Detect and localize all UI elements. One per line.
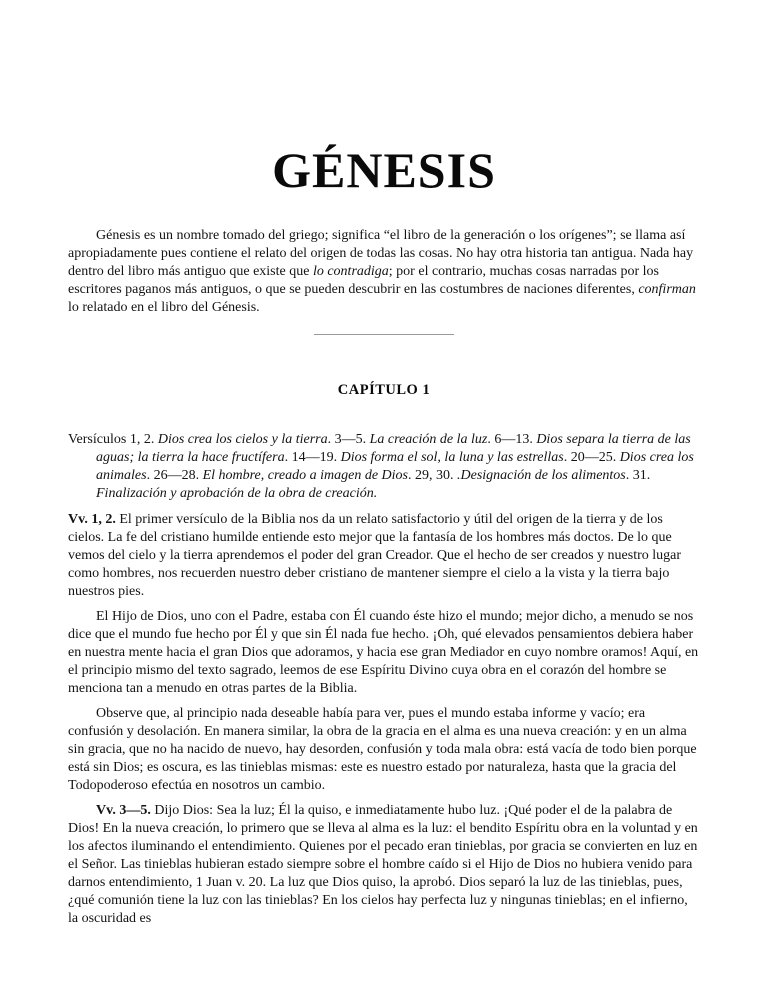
text-run: Dios forma el sol, la luna y las estrellas — [340, 450, 564, 465]
text-run: . 6—13. — [487, 432, 537, 447]
commentary-body — [68, 511, 700, 928]
text-run: La creación de la luz — [369, 432, 488, 447]
text-run: . 26—28. — [146, 468, 203, 483]
text-run: . 20—25. — [563, 450, 620, 465]
text-run: ; por el contrario, muchas cosas narradas por los escritores paganos más antiguos, o que se pueden descubrir en las costumbres de naciones diferentes, — [68, 264, 659, 297]
commentary-paragraph — [68, 608, 700, 698]
text-run: . 3—5. — [327, 432, 370, 447]
text-run: lo relatado en el libro del Génesis. — [68, 300, 260, 315]
text-run: lo contradiga — [312, 264, 389, 279]
text-run: Versículos 1, 2. — [68, 432, 158, 447]
text-run: Observe que, al principio nada deseable había para ver, pues el mundo estaba informe y vacío; era confusión y desolación. En manera similar, la obra de la gracia en el alma es una nueva creación: y en un alma sin gracia, que no ha nacido de nuevo, hay desorden, confusión y toda mala obra: está vacía de todo bien porque está sin Dios; es oscura, es las tinieblas mismas: este es nuestro estado por naturaleza, hasta que la gracia del Todopoderoso efectúa en nosotros un cambio. — [68, 706, 697, 793]
text-run: . 14—19. — [284, 450, 341, 465]
text-run: Génesis es un nombre tomado del griego; significa “el libro de la generación o los orígenes”; se llama así apropiadamente pues contiene el relato del origen de todas las cosas. No hay otra historia tan antigua. Nada hay dentro del libro más antiguo que existe que — [68, 228, 694, 279]
text-run: confirman — [638, 282, 696, 297]
chapter-summary — [68, 431, 700, 503]
text-run: Dios separa la tierra de las aguas; la tierra la hace fructífera — [96, 432, 691, 465]
text-run: Dios crea los cielos y la tierra — [157, 432, 328, 447]
commentary-paragraph — [68, 802, 700, 928]
text-run: El hombre, creado a imagen de Dios — [202, 468, 408, 483]
text-run: El primer versículo de la Biblia nos da un relato satisfactorio y útil del origen de la tierra y de los cielos. La fe del cristiano humilde entiende esto mejor que la fantasía de los hombres más doctos. De lo que vemos del cielo y la tierra aprendemos el poder del gran Creador. Que el hecho de ser creados y nuestro lugar como hombres, nos recuerden nuestro deber cristiano de mantener siempre el cielo a la vista y la tierra bajo nuestros pies. — [68, 512, 682, 599]
text-run: Vv. 3—5. — [96, 803, 151, 818]
commentary-paragraph — [68, 511, 700, 601]
intro-paragraph — [68, 227, 700, 317]
text-run: Vv. 1, 2. — [68, 512, 116, 527]
text-run: Dijo Dios: Sea la luz; Él la quiso, e inmediatamente hubo luz. ¡Qué poder el de la palabra de Dios! En la nueva creación, lo primero que se lleva al alma es la luz: el bendito Espíritu obra en la voluntad y en los afectos iluminando el entendimiento. Quienes por el pecado eran tinieblas, por gracia se convierten en luz en el Señor. Las tinieblas hubieran estado siempre sobre el hombre caído si el Hijo de Dios no hubiera venido para darnos entendimiento, 1 Juan v. 20. La luz que Dios quiso, la aprobó. Dios separó la luz de las tinieblas, pues, ¿qué comunión tiene la luz con las tinieblas? En los cielos hay perfecta luz y ningunas tinieblas; en el infierno, la oscuridad es — [68, 803, 698, 926]
text-run: . 29, 30. — [408, 468, 457, 483]
commentary-paragraph — [68, 705, 700, 795]
text-run: Finalización y aprobación de la obra de creación. — [96, 486, 378, 501]
text-run: El Hijo de Dios, uno con el Padre, estaba con Él cuando éste hizo el mundo; mejor dicho, a menudo se nos dice que el mundo fue hecho por Él y que sin Él nada fue hecho. ¡Oh, qué elevados pensamientos debiera haber en nuestra mente hacia el gran Dios que adoramos, y hacia ese gran Mediador en cuyo nombre oramos! Aquí, en el principio mismo del texto sagrado, leemos de ese Espíritu Divino cuya obra en el corazón del hombre se menciona tan a menudo en otras partes de la Biblia. — [68, 609, 699, 696]
text-run: Dios crea los animales — [96, 450, 694, 483]
section-divider — [314, 334, 454, 335]
book-title: GÉNESIS — [272, 142, 496, 198]
text-run: .Designación de los alimentos — [457, 468, 626, 483]
text-run: . 31. — [625, 468, 651, 483]
chapter-heading: CAPÍTULO 1 — [337, 382, 431, 398]
